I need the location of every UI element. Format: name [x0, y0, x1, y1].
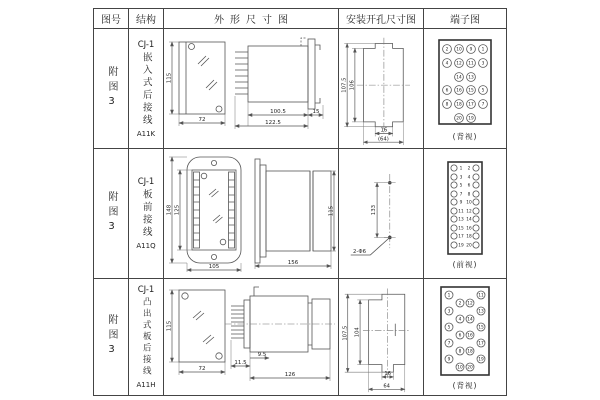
header-outline: [164, 9, 339, 29]
screw-hole: [215, 353, 221, 359]
terminal-drawing-a11h: [424, 283, 506, 379]
row2-terminal-cell: [424, 149, 506, 279]
svg-text:11: 11: [478, 293, 484, 299]
svg-text:15: 15: [478, 325, 484, 331]
row3-figure-cell: [94, 279, 129, 395]
terminal-numbers: [458, 165, 472, 248]
mirror-mark: [213, 215, 223, 223]
dim-front-height: 115: [166, 72, 172, 83]
svg-text:8: 8: [458, 349, 462, 355]
latch-hook: [301, 38, 307, 46]
svg-text:1: 1: [459, 166, 463, 171]
svg-text:7: 7: [459, 192, 463, 197]
latch-hook: [254, 287, 259, 296]
dim-front-width: 72: [198, 366, 205, 372]
svg-text:13: 13: [458, 217, 464, 222]
svg-text:4: 4: [458, 317, 462, 323]
svg-text:14: 14: [456, 75, 462, 80]
svg-text:1: 1: [481, 47, 485, 52]
row1-terminal-cell: [424, 29, 506, 149]
hole-note: 2-Φ6: [353, 248, 367, 255]
svg-text:5: 5: [447, 325, 451, 331]
svg-text:15: 15: [458, 226, 464, 231]
svg-text:11: 11: [458, 209, 464, 214]
row2-mounting-cell: [339, 149, 424, 279]
svg-text:8: 8: [467, 192, 471, 197]
svg-text:16: 16: [467, 333, 473, 339]
dim-tab-w: 16: [384, 371, 391, 378]
svg-text:18: 18: [467, 349, 473, 355]
row1-figure-cell: [94, 29, 129, 149]
outline-drawing-a11q: [165, 151, 338, 277]
terminal-numbers: [446, 46, 485, 121]
svg-text:10: 10: [456, 47, 462, 52]
svg-text:17: 17: [458, 234, 464, 239]
dim-side-total: 126: [284, 372, 295, 378]
mounting-drawing-a11q: [339, 153, 423, 275]
structure-code: A11Q: [136, 242, 156, 250]
dim-side-length: 156: [287, 259, 298, 266]
svg-text:12: 12: [456, 61, 462, 66]
screw-hole: [181, 293, 187, 299]
figure-number: 附图3: [106, 314, 117, 360]
terminal-circles: [451, 164, 479, 247]
row2-figure-cell: [94, 149, 129, 279]
row2-structure-cell: [129, 149, 164, 279]
svg-text:5: 5: [459, 183, 463, 188]
dim-cutout-outer-h: 107.5: [342, 325, 349, 341]
header-mounting: [339, 9, 424, 29]
model-name: CJ-1: [137, 39, 155, 50]
svg-text:3: 3: [481, 61, 485, 66]
svg-text:5: 5: [481, 88, 485, 93]
view-label: (背视): [452, 381, 478, 390]
dim-hole-spacing: 133: [371, 204, 378, 215]
mirror-mark: [193, 311, 204, 320]
svg-text:12: 12: [466, 209, 472, 214]
terminal-pins: [235, 52, 248, 94]
svg-text:18: 18: [456, 102, 462, 107]
header-structure-label: 结构: [136, 15, 156, 26]
svg-text:2: 2: [445, 47, 449, 52]
terminal-pins: [231, 306, 244, 338]
figure-number: 附图3: [106, 190, 117, 237]
model-name: CJ-1: [137, 177, 155, 187]
svg-text:3: 3: [447, 309, 451, 315]
svg-text:16: 16: [466, 226, 472, 231]
dimension-table: [93, 8, 507, 396]
dim-front-inner-h: 125: [174, 204, 180, 215]
mount-hole: [211, 160, 216, 165]
svg-text:14: 14: [467, 317, 473, 323]
svg-text:17: 17: [468, 102, 474, 107]
svg-text:9: 9: [469, 47, 473, 52]
svg-text:20: 20: [466, 243, 472, 248]
svg-text:20: 20: [456, 116, 462, 121]
mirror-mark: [209, 189, 219, 197]
row3-outline-cell: [164, 279, 339, 395]
dim-cutout-w: (64): [377, 135, 389, 142]
header-outline-label: 外形尺寸图: [214, 15, 294, 26]
mounting-drawing-a11k: [339, 30, 423, 148]
row2-outline-cell: [164, 149, 339, 279]
terminal-drawing-a11q: [424, 158, 506, 258]
svg-text:10: 10: [457, 365, 463, 371]
svg-text:13: 13: [478, 309, 484, 315]
svg-text:6: 6: [467, 183, 471, 188]
dim-side-pins: 11.5: [233, 360, 247, 366]
svg-text:19: 19: [458, 243, 464, 248]
figure-number: 附图3: [106, 65, 117, 112]
svg-text:10: 10: [466, 200, 472, 205]
structure-code: A11H: [136, 380, 156, 389]
screw-hole: [220, 239, 226, 245]
svg-text:18: 18: [466, 234, 472, 239]
screw-hole: [188, 43, 194, 49]
svg-text:11: 11: [468, 61, 474, 66]
svg-text:2: 2: [467, 166, 471, 171]
header-terminal: [424, 9, 506, 29]
svg-text:4: 4: [445, 61, 449, 66]
structure-description: 凸出式板后接线: [141, 297, 152, 378]
svg-text:12: 12: [467, 301, 473, 307]
dim-side-total: 122.5: [264, 119, 281, 126]
dim-cutout-outer-h: 107.5: [341, 77, 348, 93]
dim-cutout-w: 64: [383, 383, 391, 390]
svg-text:8: 8: [445, 102, 449, 107]
dim-front-width: 72: [198, 116, 205, 123]
header-mounting-label: 安装开孔尺寸图: [346, 15, 416, 26]
centerline: [357, 37, 410, 132]
header-figure-label: 图号: [101, 15, 121, 26]
svg-text:16: 16: [456, 88, 462, 93]
row3-structure-cell: [129, 279, 164, 395]
dim-side-flange: 15: [312, 108, 319, 115]
panel-cutout: [369, 294, 405, 372]
header-terminal-label: 端子图: [450, 15, 480, 26]
structure-code: A11K: [136, 129, 156, 138]
row3-mounting-cell: [339, 279, 424, 395]
svg-text:17: 17: [478, 341, 484, 347]
mount-hole: [211, 254, 216, 259]
model-name: CJ-1: [137, 285, 155, 296]
screw-hole: [201, 173, 207, 179]
svg-text:15: 15: [468, 88, 474, 93]
svg-text:1: 1: [447, 293, 451, 299]
dim-notch-w: 16: [380, 127, 388, 134]
svg-text:14: 14: [466, 217, 472, 222]
panel-clamp: [315, 45, 320, 103]
svg-text:19: 19: [468, 116, 474, 121]
terminal-drawing-a11k: [424, 36, 506, 130]
row3-terminal-cell: [424, 279, 506, 395]
mirror-mark: [206, 80, 217, 90]
svg-text:3: 3: [459, 175, 463, 180]
header-structure: [129, 9, 164, 29]
svg-text:9: 9: [447, 357, 451, 363]
dim-side-height: 115: [328, 205, 334, 216]
row1-structure-cell: [129, 29, 164, 149]
outline-drawing-a11k: [165, 30, 338, 148]
row1-mounting-cell: [339, 29, 424, 149]
mirror-mark: [198, 56, 209, 66]
terminal-circles: [443, 44, 488, 122]
svg-text:19: 19: [478, 357, 484, 363]
outline-drawing-a11h: [165, 280, 338, 394]
svg-text:20: 20: [467, 365, 473, 371]
svg-text:7: 7: [447, 341, 451, 347]
svg-text:4: 4: [467, 175, 471, 180]
svg-text:6: 6: [445, 88, 449, 93]
dim-side-offset: 9.5: [257, 352, 266, 358]
dim-side-body: 100.5: [269, 108, 286, 115]
header-figure-no: [94, 9, 129, 29]
dim-cutout-inner-h: 106: [349, 79, 356, 90]
svg-text:6: 6: [458, 333, 462, 339]
view-label: (前视): [452, 259, 478, 269]
dim-front-width: 105: [208, 263, 219, 270]
mounting-drawing-a11h: [339, 279, 423, 395]
dim-front-height: 115: [166, 320, 172, 332]
dim-front-outer-h: 148: [166, 204, 172, 215]
view-label: (背视): [452, 131, 478, 141]
svg-text:7: 7: [481, 102, 485, 107]
svg-text:2: 2: [458, 301, 462, 307]
structure-description: 嵌入式后接线: [140, 51, 152, 127]
dim-cutout-inner-h: 104: [354, 327, 361, 338]
structure-description: 板前接线: [140, 189, 152, 239]
screw-hole: [216, 106, 222, 112]
svg-text:9: 9: [459, 200, 463, 205]
row1-outline-cell: [164, 29, 339, 149]
mirror-mark: [203, 335, 214, 344]
svg-text:13: 13: [468, 75, 474, 80]
